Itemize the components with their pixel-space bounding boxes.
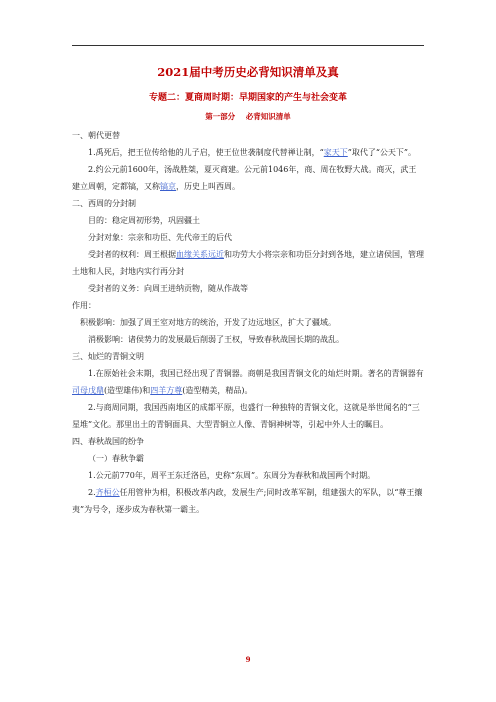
paragraph — [72, 246, 424, 280]
paragraph: 积极影响：加强了周王室对地方的统治，开发了边远地区，扩大了疆域。 — [80, 318, 336, 327]
text: 2.约公元前1600年，汤战胜桀，夏灭商建。公元前1046年，商、周在牧野大战。商灭，武王建立周朝，定都镐，又称 — [72, 165, 417, 191]
text: 受封者的权利：周王根据 — [88, 250, 176, 259]
link-qihuangong[interactable]: 齐桓公 — [95, 488, 120, 497]
section-heading-2: 二、西周的分封制 — [72, 199, 136, 208]
text: ”取代了“公天下”。 — [347, 148, 417, 157]
part-label: 第一部分 — [205, 112, 236, 121]
link-siyangfangzun[interactable]: 四羊方尊 — [150, 386, 183, 395]
paragraph — [72, 144, 424, 161]
link-simuwuding[interactable]: 司母戊鼎 — [72, 386, 104, 395]
subsection-heading: （一）春秋争霸 — [88, 454, 144, 463]
effect-heading: 作用： — [72, 301, 96, 310]
topic-subtitle: 专题二：夏商周时期：早期国家的产生与社会变革 — [148, 93, 347, 103]
text: (造型精美，精品)。 — [182, 386, 253, 395]
text: 1.在原始社会末期，我国已经出现了青铜器。商朝是我国青铜文化的灿烂时期。著名的青铜器有 — [88, 369, 424, 378]
text: 和功劳大小将宗亲和功臣分封到各地，建立诸侯国，管理土地和人民，封地内实行再分封 — [72, 250, 424, 276]
paragraph — [72, 365, 424, 399]
document-body — [72, 127, 424, 518]
paragraph: 2.与商周同期，我国西南地区的成都平原，也盛行一种独特的青铜文化，这就是举世闻名的“三星堆”文化。那里出土的青铜面具、大型青铜立人像、青铜神树等，引起中外人士的瞩目。 — [72, 403, 420, 429]
page-title: 2021届中考历史必背知识清单及真 — [157, 65, 339, 79]
paragraph: 消极影响：诸侯势力的发展最后削弱了王权，导致春秋战国长期的战乱。 — [88, 335, 344, 344]
link-haojing[interactable]: 镐京 — [160, 182, 176, 191]
text: 1.禹死后，把王位传给他的儿子启，使王位世袭制度代替禅让制，“ — [88, 148, 324, 157]
paragraph — [72, 484, 424, 518]
paragraph: 受封者的义务：向周王进纳贡物，随从作战等 — [88, 284, 248, 293]
paragraph: 1.公元前770年，周平王东迁洛邑，史称“东周”。东周分为春秋和战国两个时期。 — [88, 471, 376, 480]
part-heading — [0, 111, 496, 122]
link-jiatianxia[interactable]: 家天下 — [323, 148, 348, 157]
page-number: 9 — [245, 655, 251, 664]
section-heading-1: 一、朝代更替 — [72, 131, 120, 140]
header-rule — [72, 45, 424, 46]
link-xueyuan[interactable]: 血缘关系远近 — [176, 250, 224, 259]
text: (造型雄伟)和 — [104, 386, 151, 395]
text: 任用管仲为相，积极改革内政，发展生产;同时改革军制，组建强大的军队，以“尊王攘夷”为号令，逐步成为春秋第一霸主。 — [72, 488, 423, 514]
paragraph: 分封对象：宗亲和功臣、先代帝王的后代 — [88, 233, 232, 242]
text: 2. — [88, 488, 96, 497]
section-heading-4: 四、春秋战国的纷争 — [72, 437, 144, 446]
text: ，历史上叫西周。 — [176, 182, 240, 191]
part-name: 必背知识清单 — [245, 112, 291, 121]
paragraph — [72, 161, 424, 195]
section-heading-3: 三、灿烂的青铜文明 — [72, 352, 144, 361]
paragraph: 目的：稳定周初形势，巩固疆土 — [88, 216, 200, 225]
